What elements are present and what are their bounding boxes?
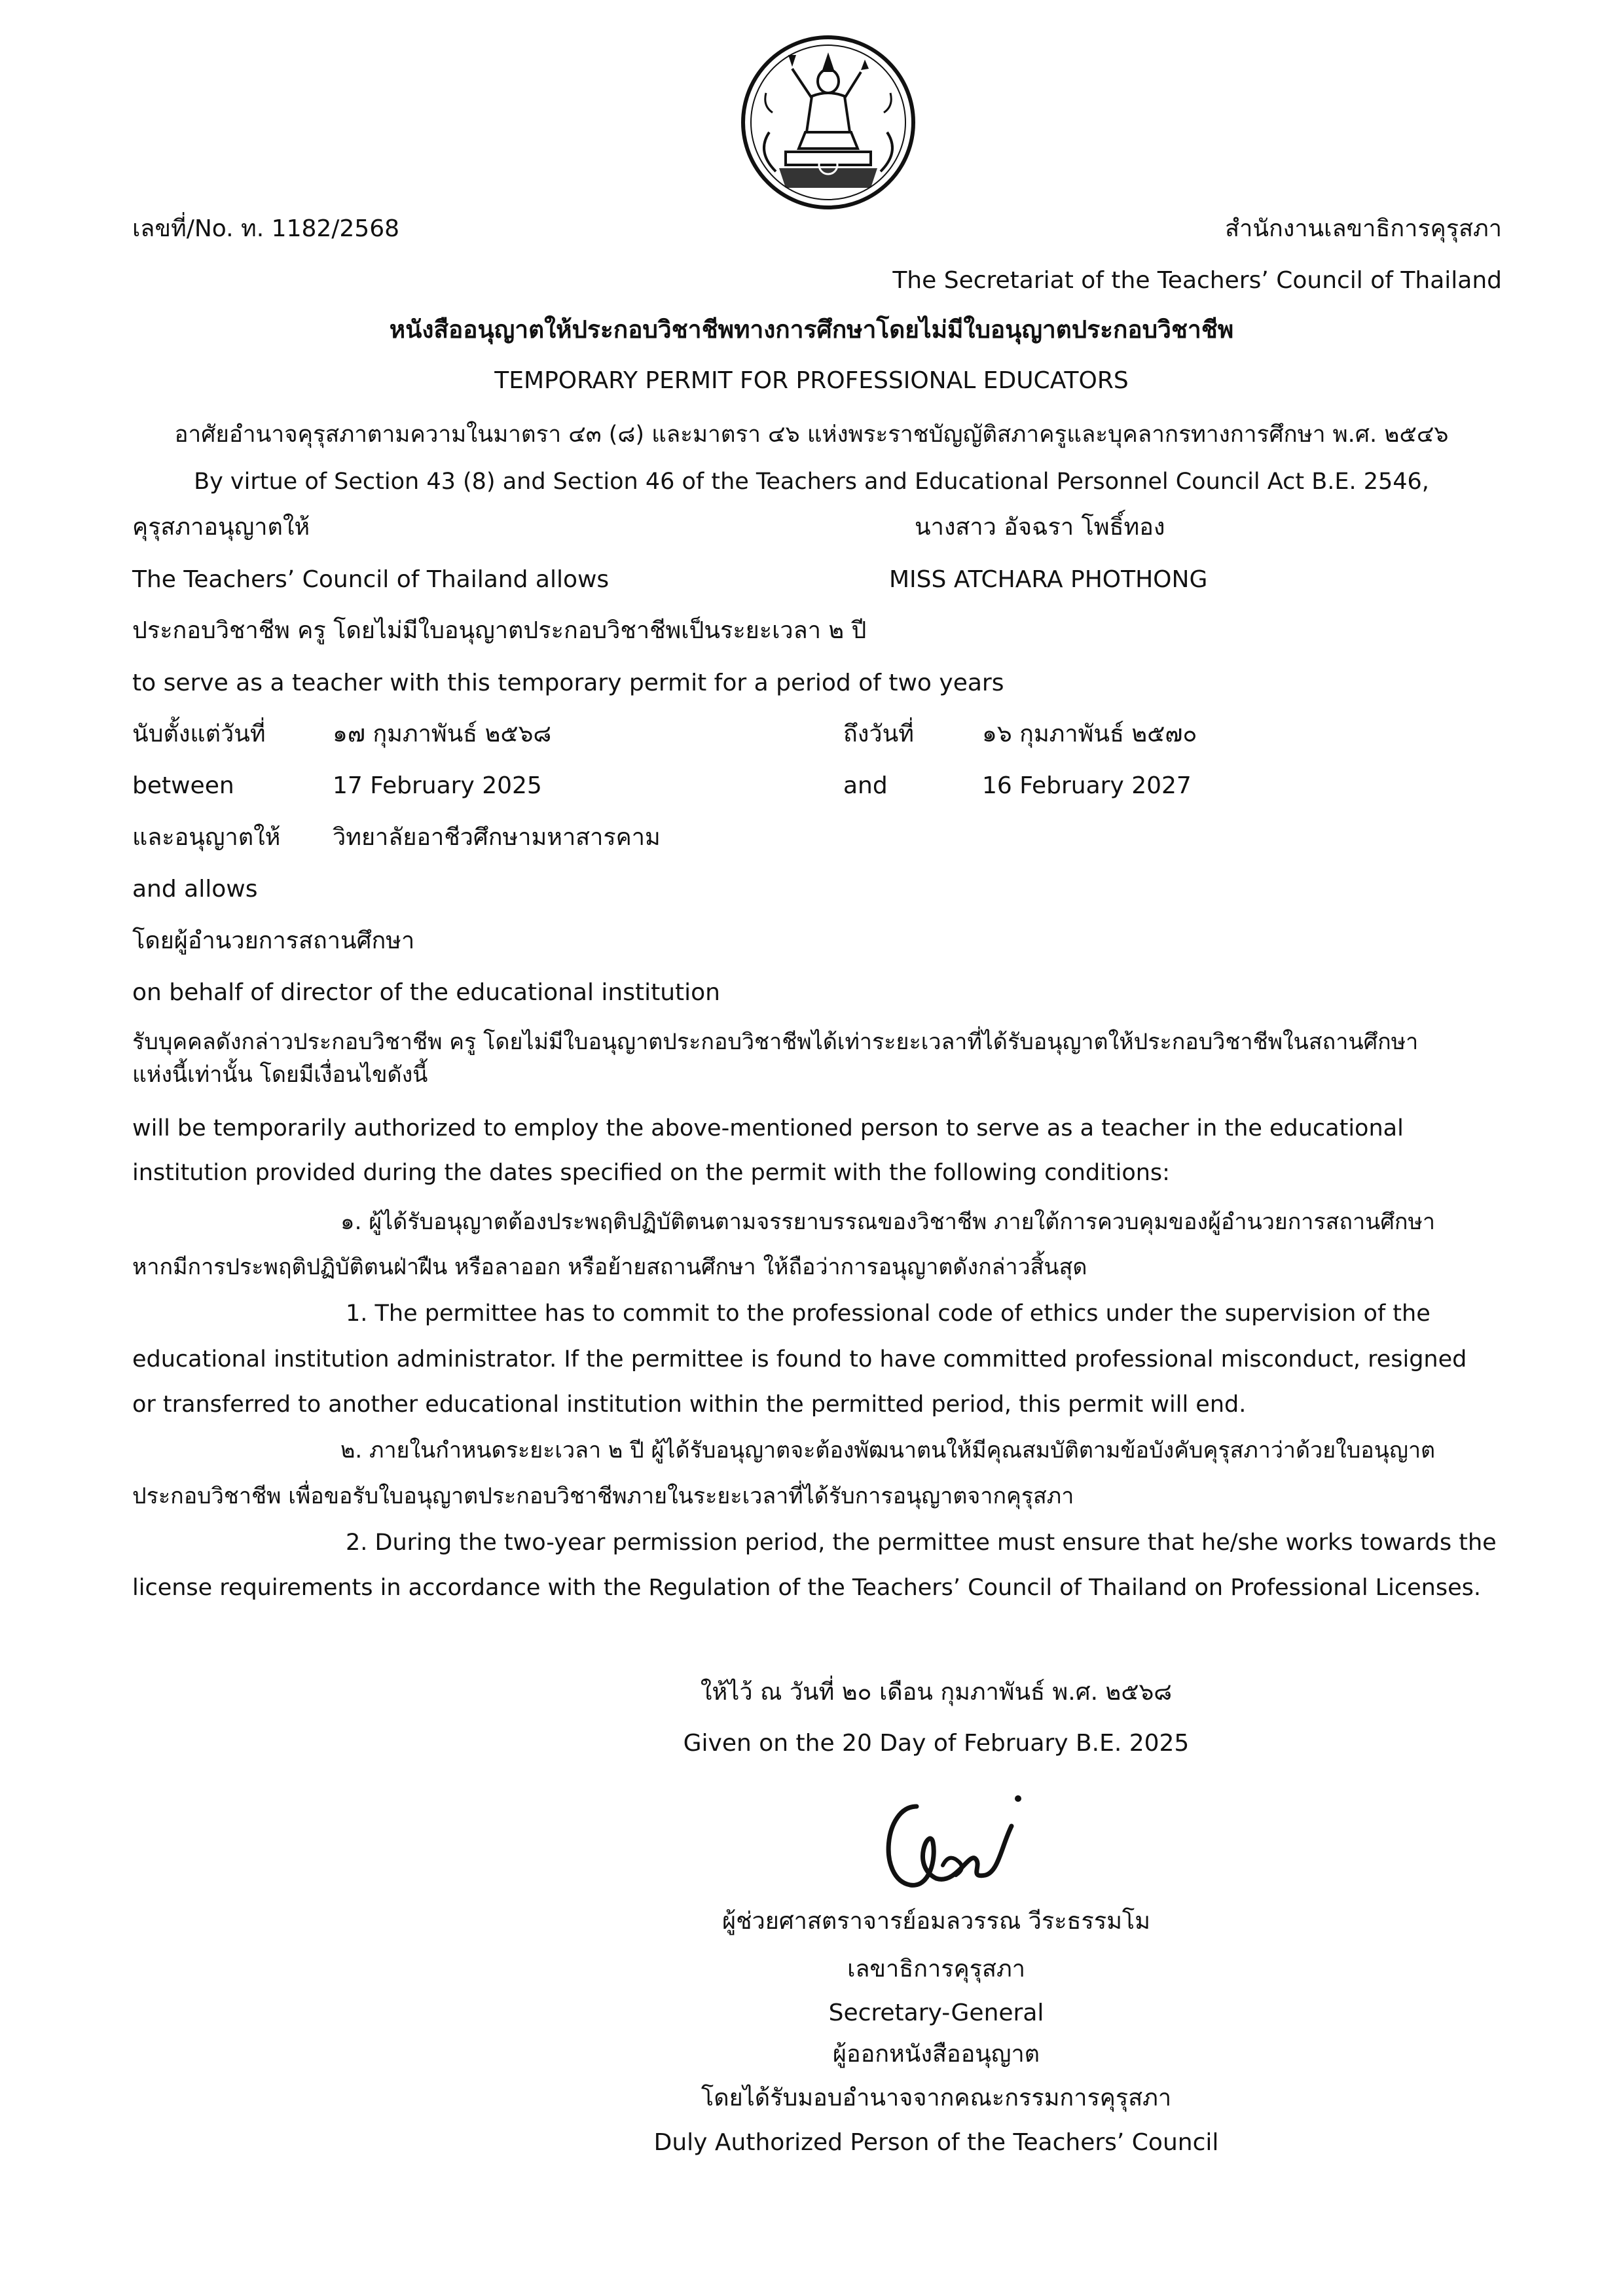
authorized-en: Duly Authorized Person of the Teachers’ Council [653, 2129, 1219, 2156]
institution-label-en: and allows [132, 876, 258, 903]
condition1-en-line2: educational institution administrator. If the permittee is found to have committed professional misconduct, resigned [132, 1346, 1467, 1372]
serve-en: to serve as a teacher with this temporary permit for a period of two years [132, 670, 1004, 696]
to-date-th: ๑๖ กุมภาพันธ์ ๒๕๗๐ [982, 721, 1197, 747]
condition2-en-line2: license requirements in accordance with the Regulation of the Teachers’ Council of Thailand on Professional Licenses. [132, 1575, 1481, 1601]
authority-en: By virtue of Section 43 (8) and Section 46 of the Teachers and Educational Personnel Council Act B.E. 2546, [194, 469, 1429, 495]
institution-label-th: และอนุญาตให้ [132, 824, 281, 851]
accept-en-line2: institution provided during the dates specified on the permit with the following conditions: [132, 1160, 1170, 1186]
serve-th: ประกอบวิชาชีพ ครู โดยไม่มีใบอนุญาตประกอบวิชาชีพเป็นระยะเวลา ๒ ปี [132, 617, 867, 644]
condition2-en-line1: 2. During the two-year permission period, the permittee must ensure that he/she works towards the [346, 1530, 1497, 1556]
grant-label-th: คุรุสภาอนุญาตให้ [132, 514, 310, 541]
title-en: TEMPORARY PERMIT FOR PROFESSIONAL EDUCATORS [494, 367, 1129, 394]
permittee-name-th: นางสาว อัจฉรา โพธิ์ทอง [915, 514, 1165, 541]
council-emblem-icon [740, 34, 917, 211]
to-date-en: 16 February 2027 [982, 772, 1192, 799]
from-label-en: between [132, 772, 234, 799]
office-name-th: สำนักงานเลขาธิการคุรุสภา [1225, 215, 1502, 242]
from-label-th: นับตั้งแต่วันที่ [132, 721, 266, 747]
condition1-en-line3: or transferred to another educational institution within the permitted period, this permit will end. [132, 1391, 1247, 1418]
grant-label-en: The Teachers’ Council of Thailand allows [132, 566, 610, 593]
director-en: on behalf of director of the educational institution [132, 979, 720, 1006]
office-name-en: The Secretariat of the Teachers’ Council of Thailand [892, 267, 1502, 294]
authority-th: อาศัยอำนาจคุรุสภาตามความในมาตรา ๔๓ (๘) และมาตรา ๔๖ แห่งพระราชบัญญัติสภาครูและบุคลากรทางการศึกษา พ.ศ. ๒๕๔๖ [174, 422, 1449, 448]
institution-name-th: วิทยาลัยอาชีวศึกษามหาสารคาม [333, 824, 661, 851]
condition1-en-line1: 1. The permittee has to commit to the professional code of ethics under the supervision of the [346, 1300, 1431, 1327]
permittee-name-en: MISS ATCHARA PHOTHONG [889, 566, 1208, 593]
accept-th-line2: แห่งนี้เท่านั้น โดยมีเงื่อนไขดังนี้ [132, 1062, 428, 1088]
issuer-th: ผู้ออกหนังสืออนุญาต [832, 2041, 1040, 2068]
from-date-th: ๑๗ กุมภาพันธ์ ๒๕๖๘ [333, 721, 552, 747]
accept-en-line1: will be temporarily authorized to employ the above-mentioned person to serve as a teacher in the educational [132, 1115, 1404, 1141]
authorized-th: โดยได้รับมอบอำนาจจากคณะกรรมการคุรุสภา [701, 2085, 1172, 2111]
document-number: เลขที่/No. ท. 1182/2568 [132, 215, 400, 242]
condition2-th-line1: ๒. ภายในกำหนดระยะเวลา ๒ ปี ผู้ได้รับอนุญาตจะต้องพัฒนาตนให้มีคุณสมบัติตามข้อบังคับคุรุสภาว่าด้วยใบอนุญาต [340, 1437, 1436, 1463]
given-th: ให้ไว้ ณ วันที่ ๒๐ เดือน กุมภาพันธ์ พ.ศ. ๒๕๖๘ [700, 1679, 1173, 1706]
signature-icon [871, 1780, 1028, 1905]
accept-th-line1: รับบุคคลดังกล่าวประกอบวิชาชีพ ครู โดยไม่มีใบอนุญาตประกอบวิชาชีพได้เท่าระยะเวลาที่ได้รับอนุญาตให้ประกอบวิชาชีพในสถานศึกษา [132, 1029, 1419, 1055]
condition1-th-line2: หากมีการประพฤติปฏิบัติตนฝ่าฝืน หรือลาออก หรือย้ายสถานศึกษา ให้ถือว่าการอนุญาตดังกล่าวสิ้นสุด [132, 1254, 1087, 1280]
condition2-th-line2: ประกอบวิชาชีพ เพื่อขอรับใบอนุญาตประกอบวิชาชีพภายในระยะเวลาที่ได้รับการอนุญาตจากคุรุสภา [132, 1483, 1074, 1509]
signatory-name-th: ผู้ช่วยศาสตราจารย์อมลวรรณ วีระธรรมโม [721, 1908, 1150, 1935]
condition1-th-line1: ๑. ผู้ได้รับอนุญาตต้องประพฤติปฏิบัติตนตามจรรยาบรรณของวิชาชีพ ภายใต้การควบคุมของผู้อำนวยการสถานศึกษา [340, 1209, 1435, 1235]
signatory-position-th: เลขาธิการคุรุสภา [847, 1956, 1025, 1982]
from-date-en: 17 February 2025 [333, 772, 542, 799]
signatory-position-en: Secretary-General [828, 2000, 1044, 2026]
given-en: Given on the 20 Day of February B.E. 2025 [683, 1730, 1190, 1757]
director-th: โดยผู้อำนวยการสถานศึกษา [132, 927, 415, 954]
to-label-th: ถึงวันที่ [843, 721, 914, 747]
to-label-en: and [843, 772, 888, 799]
title-th: หนังสืออนุญาตให้ประกอบวิชาชีพทางการศึกษาโดยไม่มีใบอนุญาตประกอบวิชาชีพ [389, 315, 1234, 344]
